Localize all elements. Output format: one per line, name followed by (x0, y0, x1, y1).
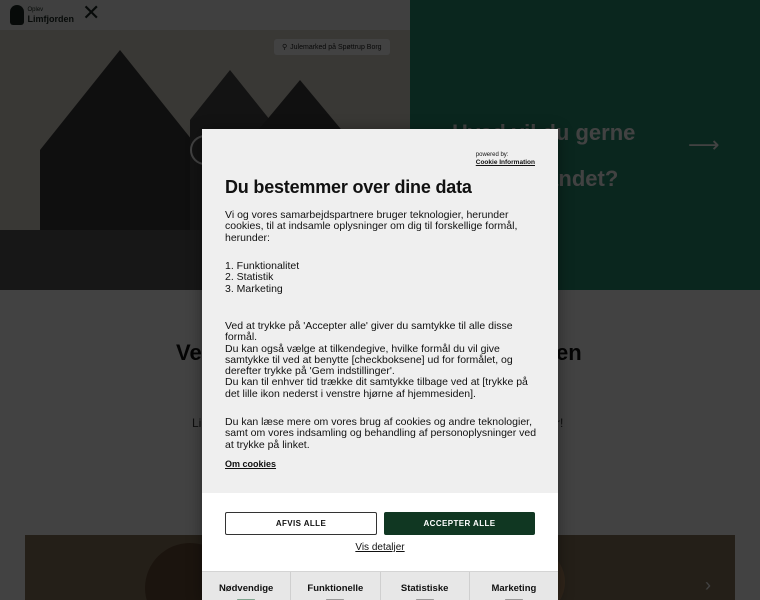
powered-by-label: powered by: (475, 152, 509, 158)
accept-all-button[interactable]: ACCEPTER ALLE (384, 512, 535, 535)
intro-paragraph: Vi og vores samarbejdspartnere bruger teknologier, herunder cookies, til at indsamle oplysninger om dig til forskellige formål, herunder: (225, 209, 518, 244)
category-marketing[interactable] (470, 572, 558, 600)
purpose-item: 2. Statistik (225, 271, 274, 284)
purpose-list (225, 261, 537, 295)
dialog-title: Du bestemmer over dine data (225, 177, 472, 197)
cookie-consent-dialog (202, 129, 558, 600)
purpose-item: 3. Marketing (225, 282, 283, 295)
more-info-paragraph: Du kan læse mere om vores brug af cookies og andre teknologier, samt om vores indsamling og behandling af personoplysninger ved at trykke på linket. (225, 416, 537, 451)
show-details-link[interactable]: Vis detaljer (355, 542, 405, 553)
category-functional[interactable] (291, 572, 380, 600)
category-label: Funktionelle (307, 583, 364, 594)
consent-text-choose: Du kan også vælge at tilkendegive, hvilke formål du vil give samtykke til ved at benytte [checkboksene] ud for formålet, og derefter trykke på 'Gem indstillinger'. (225, 342, 513, 378)
category-bar (202, 571, 558, 600)
consent-text-withdraw: Du kan til enhver tid trække dit samtykke tilbage ved at [trykke på det lille ikon nederst i venstre hjørne af hjemmesiden]. (225, 376, 528, 400)
category-necessary[interactable] (202, 572, 291, 600)
category-statistics[interactable] (381, 572, 470, 600)
reject-all-button[interactable]: AFVIS ALLE (225, 512, 377, 535)
category-label: Statistiske (400, 583, 449, 594)
about-cookies-link[interactable]: Om cookies (225, 459, 277, 469)
dialog-content (202, 129, 558, 493)
powered-by (476, 152, 535, 167)
category-label: Nødvendige (218, 583, 274, 594)
category-label: Marketing (491, 583, 537, 594)
consent-paragraph (225, 321, 537, 400)
powered-by-brand-link[interactable]: Cookie Information (475, 159, 535, 166)
purpose-item: 1. Funktionalitet (225, 260, 300, 272)
consent-text-accept: Ved at trykke på 'Accepter alle' giver du samtykke til alle disse formål. (225, 320, 513, 344)
